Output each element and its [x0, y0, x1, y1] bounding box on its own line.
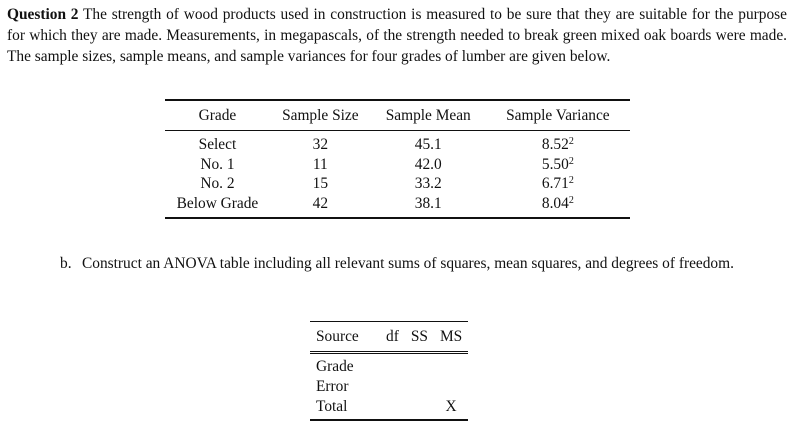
- question-paragraph: [7, 4, 787, 67]
- anova-row: [310, 377, 468, 397]
- anova-cell-source: Error: [316, 378, 349, 395]
- anova-header-ss: SS: [405, 322, 434, 353]
- header-sample-mean: Sample Mean: [371, 100, 486, 131]
- anova-cell-df: [380, 353, 405, 378]
- anova-cell-ss: [405, 377, 434, 397]
- part-b: [60, 253, 760, 274]
- anova-cell-ms: [434, 377, 468, 397]
- anova-cell-ss: [405, 397, 434, 420]
- variance-base: 8.52: [541, 136, 569, 153]
- variance-exponent: 2: [568, 194, 574, 206]
- cell-sample-size: 42: [270, 194, 371, 219]
- variance-base: 5.50: [541, 155, 569, 173]
- variance-exponent: 2: [568, 136, 574, 147]
- cell-sample-mean: 45.1: [414, 136, 442, 153]
- cell-grade: No. 2: [200, 175, 235, 192]
- variance-exponent: 2: [568, 175, 574, 186]
- variance-base: 6.71: [541, 175, 569, 192]
- header-sample-size: Sample Size: [270, 100, 371, 131]
- cell-sample-mean: 38.1: [371, 194, 486, 219]
- header-sample-variance: Sample Variance: [486, 100, 630, 131]
- cell-sample-variance: [486, 155, 630, 175]
- table-header-row: [165, 100, 630, 131]
- variance-exponent: 2: [568, 155, 574, 167]
- cell-grade: Select: [198, 136, 237, 153]
- anova-header-ms: MS: [434, 322, 468, 353]
- cell-grade: No. 1: [200, 155, 235, 173]
- table-row: [165, 174, 630, 194]
- cell-sample-size: 32: [312, 136, 329, 153]
- anova-header-source: Source: [310, 322, 380, 353]
- anova-cell-df: [380, 377, 405, 397]
- anova-row: [310, 397, 468, 420]
- part-b-text: Construct an ANOVA table including all relevant sums of squares, mean squares, and degrees of freedom.: [82, 255, 734, 272]
- cell-sample-size: 11: [312, 155, 328, 173]
- part-b-letter: b.: [60, 255, 72, 272]
- anova-cell-source: Grade: [316, 358, 354, 375]
- anova-cell-ms: X: [434, 397, 468, 420]
- cell-grade: Below Grade: [165, 194, 270, 219]
- table-row: [165, 194, 630, 219]
- anova-cell-df: [380, 397, 405, 420]
- cell-sample-mean: 42.0: [414, 155, 442, 173]
- lumber-data-table: [165, 99, 630, 219]
- header-grade: Grade: [165, 100, 270, 131]
- anova-table: [310, 321, 468, 421]
- table-row: [165, 131, 630, 155]
- cell-sample-variance: [486, 194, 630, 219]
- anova-header-row: [310, 322, 468, 353]
- anova-cell-ss: [405, 353, 434, 378]
- question-text: The strength of wood products used in construction is measured to be sure that they are suitable for the purpose for which they are made. Measurements, in megapascals, of the strength needed to break green mixed oak boards were made. The sample sizes, sample means, and sample variances for four grades of lumber are given below.: [7, 6, 787, 65]
- anova-cell-source: Total: [310, 397, 380, 420]
- cell-sample-variance: [486, 174, 630, 194]
- question-label: Question 2: [7, 6, 79, 23]
- anova-cell-ms: [434, 353, 468, 378]
- table-row: [165, 155, 630, 175]
- cell-sample-size: 15: [312, 175, 329, 192]
- cell-sample-variance: [486, 131, 630, 155]
- cell-sample-mean: 33.2: [414, 175, 442, 192]
- anova-row: [310, 353, 468, 378]
- variance-base: 8.04: [541, 194, 569, 212]
- anova-header-df: df: [380, 322, 405, 353]
